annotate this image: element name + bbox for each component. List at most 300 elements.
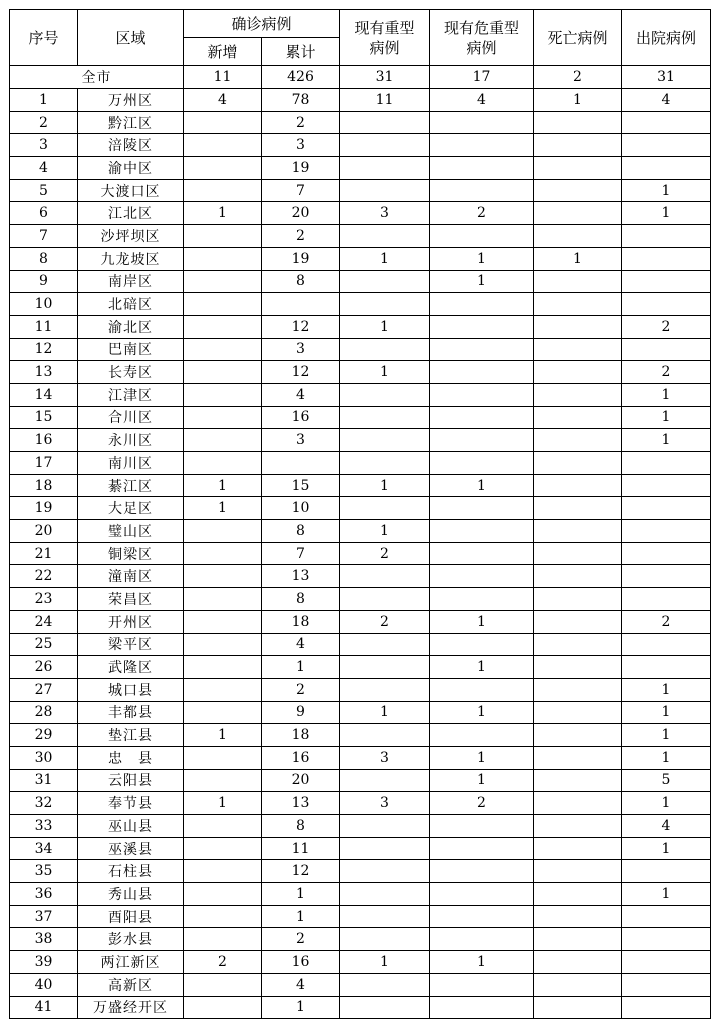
discharged-cell: 1 — [622, 429, 711, 452]
discharged-cell — [622, 633, 711, 656]
index-cell: 35 — [10, 860, 78, 883]
region-cell: 九龙坡区 — [78, 247, 184, 270]
critical-cell — [430, 588, 534, 611]
cumulative-cell: 12 — [262, 860, 340, 883]
region-cell: 江北区 — [78, 202, 184, 225]
discharged-cell — [622, 905, 711, 928]
deaths-cell — [534, 225, 622, 248]
index-cell: 37 — [10, 905, 78, 928]
table-row — [10, 792, 711, 815]
table-row — [10, 520, 711, 543]
critical-cell — [430, 815, 534, 838]
deaths-cell — [534, 633, 622, 656]
table-row — [10, 406, 711, 429]
critical-cell — [430, 996, 534, 1019]
critical-cell — [430, 542, 534, 565]
region-cell: 长寿区 — [78, 361, 184, 384]
index-cell: 14 — [10, 383, 78, 406]
cumulative-cell: 7 — [262, 542, 340, 565]
total-discharged: 31 — [622, 66, 711, 89]
region-cell: 石柱县 — [78, 860, 184, 883]
severe-cell — [340, 179, 430, 202]
table-row — [10, 588, 711, 611]
deaths-cell — [534, 996, 622, 1019]
deaths-cell: 1 — [534, 247, 622, 270]
cumulative-cell: 8 — [262, 270, 340, 293]
header-critical: 现有危重型病例 — [430, 10, 534, 66]
new-cell: 2 — [184, 951, 262, 974]
cumulative-cell: 4 — [262, 633, 340, 656]
discharged-cell — [622, 951, 711, 974]
severe-cell — [340, 973, 430, 996]
index-cell: 5 — [10, 179, 78, 202]
index-cell: 36 — [10, 883, 78, 906]
new-cell — [184, 928, 262, 951]
new-cell — [184, 247, 262, 270]
header-deaths: 死亡病例 — [534, 10, 622, 66]
deaths-cell — [534, 270, 622, 293]
region-cell: 高新区 — [78, 973, 184, 996]
cumulative-cell: 3 — [262, 338, 340, 361]
deaths-cell — [534, 815, 622, 838]
discharged-cell — [622, 656, 711, 679]
deaths-cell — [534, 883, 622, 906]
deaths-cell — [534, 610, 622, 633]
discharged-cell — [622, 270, 711, 293]
critical-cell — [430, 179, 534, 202]
cumulative-cell: 13 — [262, 792, 340, 815]
critical-cell — [430, 724, 534, 747]
severe-cell — [340, 724, 430, 747]
deaths-cell — [534, 565, 622, 588]
deaths-cell — [534, 588, 622, 611]
new-cell: 4 — [184, 89, 262, 112]
index-cell: 29 — [10, 724, 78, 747]
critical-cell — [430, 225, 534, 248]
cumulative-cell: 20 — [262, 769, 340, 792]
region-cell: 合川区 — [78, 406, 184, 429]
table-row — [10, 542, 711, 565]
cumulative-cell: 78 — [262, 89, 340, 112]
deaths-cell — [534, 520, 622, 543]
new-cell — [184, 383, 262, 406]
index-cell: 40 — [10, 973, 78, 996]
critical-cell — [430, 883, 534, 906]
index-cell: 23 — [10, 588, 78, 611]
deaths-cell — [534, 406, 622, 429]
table-row — [10, 837, 711, 860]
cumulative-cell: 19 — [262, 247, 340, 270]
header-confirmed: 确诊病例 — [184, 10, 340, 38]
index-cell: 17 — [10, 452, 78, 475]
region-cell: 城口县 — [78, 678, 184, 701]
severe-cell — [340, 928, 430, 951]
region-cell: 万盛经开区 — [78, 996, 184, 1019]
deaths-cell — [534, 542, 622, 565]
cumulative-cell: 20 — [262, 202, 340, 225]
table-row — [10, 225, 711, 248]
critical-cell — [430, 315, 534, 338]
new-cell — [184, 111, 262, 134]
table-row — [10, 905, 711, 928]
new-cell — [184, 905, 262, 928]
header-index: 序号 — [10, 10, 78, 66]
total-critical: 17 — [430, 66, 534, 89]
table-row — [10, 452, 711, 475]
deaths-cell — [534, 701, 622, 724]
severe-cell — [340, 452, 430, 475]
severe-cell: 1 — [340, 247, 430, 270]
deaths-cell: 1 — [534, 89, 622, 112]
index-cell: 34 — [10, 837, 78, 860]
table-row — [10, 270, 711, 293]
critical-cell: 1 — [430, 474, 534, 497]
discharged-cell: 1 — [622, 383, 711, 406]
table-header — [10, 10, 711, 66]
discharged-cell — [622, 520, 711, 543]
region-cell: 秀山县 — [78, 883, 184, 906]
total-deaths: 2 — [534, 66, 622, 89]
deaths-cell — [534, 134, 622, 157]
deaths-cell — [534, 338, 622, 361]
table-row — [10, 247, 711, 270]
cumulative-cell: 16 — [262, 951, 340, 974]
discharged-cell — [622, 293, 711, 316]
region-cell: 潼南区 — [78, 565, 184, 588]
new-cell: 1 — [184, 474, 262, 497]
new-cell — [184, 542, 262, 565]
discharged-cell: 1 — [622, 883, 711, 906]
discharged-cell — [622, 996, 711, 1019]
critical-cell — [430, 520, 534, 543]
region-cell: 黔江区 — [78, 111, 184, 134]
severe-cell — [340, 565, 430, 588]
deaths-cell — [534, 111, 622, 134]
critical-cell: 1 — [430, 951, 534, 974]
table-row — [10, 701, 711, 724]
cumulative-cell: 13 — [262, 565, 340, 588]
total-label: 全市 — [10, 66, 184, 89]
index-cell: 39 — [10, 951, 78, 974]
cumulative-cell: 11 — [262, 837, 340, 860]
discharged-cell — [622, 338, 711, 361]
severe-cell — [340, 633, 430, 656]
index-cell: 38 — [10, 928, 78, 951]
index-cell: 20 — [10, 520, 78, 543]
table-row — [10, 769, 711, 792]
table-row — [10, 678, 711, 701]
region-cell: 武隆区 — [78, 656, 184, 679]
cumulative-cell: 1 — [262, 883, 340, 906]
new-cell — [184, 633, 262, 656]
new-cell — [184, 746, 262, 769]
critical-cell — [430, 565, 534, 588]
cumulative-cell — [262, 452, 340, 475]
new-cell — [184, 361, 262, 384]
cumulative-cell: 7 — [262, 179, 340, 202]
discharged-cell: 2 — [622, 610, 711, 633]
table-row — [10, 157, 711, 180]
discharged-cell — [622, 928, 711, 951]
severe-cell — [340, 429, 430, 452]
table-row — [10, 179, 711, 202]
index-cell: 24 — [10, 610, 78, 633]
region-cell: 渝北区 — [78, 315, 184, 338]
index-cell: 6 — [10, 202, 78, 225]
severe-cell — [340, 157, 430, 180]
cumulative-cell: 9 — [262, 701, 340, 724]
discharged-cell — [622, 111, 711, 134]
discharged-cell: 4 — [622, 815, 711, 838]
index-cell: 18 — [10, 474, 78, 497]
index-cell: 32 — [10, 792, 78, 815]
severe-cell — [340, 270, 430, 293]
new-cell — [184, 656, 262, 679]
critical-cell — [430, 157, 534, 180]
new-cell — [184, 270, 262, 293]
header-cumulative: 累计 — [262, 38, 340, 66]
severe-cell — [340, 225, 430, 248]
cumulative-cell: 1 — [262, 996, 340, 1019]
cumulative-cell: 15 — [262, 474, 340, 497]
cumulative-cell: 4 — [262, 973, 340, 996]
critical-cell: 4 — [430, 89, 534, 112]
new-cell — [184, 860, 262, 883]
new-cell — [184, 973, 262, 996]
region-cell: 江津区 — [78, 383, 184, 406]
discharged-cell — [622, 542, 711, 565]
deaths-cell — [534, 746, 622, 769]
table-row — [10, 89, 711, 112]
cumulative-cell: 2 — [262, 225, 340, 248]
severe-cell — [340, 134, 430, 157]
discharged-cell: 1 — [622, 701, 711, 724]
new-cell: 1 — [184, 724, 262, 747]
new-cell — [184, 837, 262, 860]
table-row — [10, 202, 711, 225]
table-row — [10, 497, 711, 520]
severe-cell — [340, 860, 430, 883]
region-cell: 梁平区 — [78, 633, 184, 656]
region-cell: 巫溪县 — [78, 837, 184, 860]
deaths-cell — [534, 678, 622, 701]
new-cell — [184, 157, 262, 180]
critical-cell — [430, 928, 534, 951]
index-cell: 3 — [10, 134, 78, 157]
region-cell: 渝中区 — [78, 157, 184, 180]
critical-cell: 1 — [430, 270, 534, 293]
new-cell — [184, 338, 262, 361]
new-cell — [184, 610, 262, 633]
cumulative-cell — [262, 293, 340, 316]
region-cell: 北碚区 — [78, 293, 184, 316]
new-cell — [184, 520, 262, 543]
severe-cell: 11 — [340, 89, 430, 112]
critical-cell: 1 — [430, 701, 534, 724]
critical-cell: 1 — [430, 746, 534, 769]
cumulative-cell: 1 — [262, 656, 340, 679]
total-row — [10, 66, 711, 89]
new-cell — [184, 293, 262, 316]
region-cell: 大渡口区 — [78, 179, 184, 202]
region-cell: 巫山县 — [78, 815, 184, 838]
table-row — [10, 293, 711, 316]
table-row — [10, 973, 711, 996]
total-severe: 31 — [340, 66, 430, 89]
index-cell: 13 — [10, 361, 78, 384]
discharged-cell — [622, 225, 711, 248]
table-row — [10, 883, 711, 906]
index-cell: 1 — [10, 89, 78, 112]
new-cell — [184, 883, 262, 906]
critical-cell — [430, 361, 534, 384]
critical-cell — [430, 293, 534, 316]
new-cell — [184, 406, 262, 429]
index-cell: 19 — [10, 497, 78, 520]
index-cell: 27 — [10, 678, 78, 701]
deaths-cell — [534, 383, 622, 406]
new-cell — [184, 678, 262, 701]
discharged-cell — [622, 452, 711, 475]
critical-cell — [430, 905, 534, 928]
deaths-cell — [534, 361, 622, 384]
header-discharged: 出院病例 — [622, 10, 711, 66]
critical-cell — [430, 678, 534, 701]
table-row — [10, 724, 711, 747]
cumulative-cell: 16 — [262, 746, 340, 769]
critical-cell — [430, 383, 534, 406]
cumulative-cell: 12 — [262, 361, 340, 384]
deaths-cell — [534, 202, 622, 225]
region-cell: 彭水县 — [78, 928, 184, 951]
index-cell: 12 — [10, 338, 78, 361]
deaths-cell — [534, 973, 622, 996]
cumulative-cell: 16 — [262, 406, 340, 429]
new-cell — [184, 701, 262, 724]
cumulative-cell: 18 — [262, 724, 340, 747]
index-cell: 8 — [10, 247, 78, 270]
table-row — [10, 315, 711, 338]
cumulative-cell: 18 — [262, 610, 340, 633]
cumulative-cell: 1 — [262, 905, 340, 928]
severe-cell: 1 — [340, 474, 430, 497]
index-cell: 30 — [10, 746, 78, 769]
deaths-cell — [534, 951, 622, 974]
index-cell: 10 — [10, 293, 78, 316]
region-cell: 云阳县 — [78, 769, 184, 792]
deaths-cell — [534, 905, 622, 928]
table-row — [10, 815, 711, 838]
severe-cell — [340, 996, 430, 1019]
region-cell: 巴南区 — [78, 338, 184, 361]
region-cell: 璧山区 — [78, 520, 184, 543]
critical-cell — [430, 452, 534, 475]
severe-cell: 1 — [340, 361, 430, 384]
critical-cell: 1 — [430, 610, 534, 633]
severe-cell: 1 — [340, 520, 430, 543]
severe-cell — [340, 588, 430, 611]
deaths-cell — [534, 837, 622, 860]
table-row — [10, 633, 711, 656]
region-cell: 南岸区 — [78, 270, 184, 293]
critical-cell: 2 — [430, 792, 534, 815]
deaths-cell — [534, 293, 622, 316]
severe-cell: 1 — [340, 951, 430, 974]
region-cell: 铜梁区 — [78, 542, 184, 565]
discharged-cell — [622, 157, 711, 180]
severe-cell — [340, 497, 430, 520]
table-row — [10, 383, 711, 406]
deaths-cell — [534, 157, 622, 180]
critical-cell — [430, 497, 534, 520]
index-cell: 25 — [10, 633, 78, 656]
header-severe: 现有重型病例 — [340, 10, 430, 66]
region-cell: 忠 县 — [78, 746, 184, 769]
discharged-cell — [622, 497, 711, 520]
deaths-cell — [534, 656, 622, 679]
new-cell — [184, 134, 262, 157]
region-cell: 奉节县 — [78, 792, 184, 815]
index-cell: 26 — [10, 656, 78, 679]
new-cell — [184, 225, 262, 248]
header-new: 新增 — [184, 38, 262, 66]
index-cell: 4 — [10, 157, 78, 180]
table-row — [10, 610, 711, 633]
new-cell — [184, 769, 262, 792]
deaths-cell — [534, 860, 622, 883]
region-cell: 开州区 — [78, 610, 184, 633]
index-cell: 11 — [10, 315, 78, 338]
table-row — [10, 134, 711, 157]
severe-cell — [340, 905, 430, 928]
severe-cell: 3 — [340, 202, 430, 225]
discharged-cell — [622, 565, 711, 588]
deaths-cell — [534, 452, 622, 475]
severe-cell — [340, 656, 430, 679]
severe-cell — [340, 837, 430, 860]
table-row — [10, 429, 711, 452]
cumulative-cell: 8 — [262, 815, 340, 838]
region-cell: 荣昌区 — [78, 588, 184, 611]
critical-cell — [430, 973, 534, 996]
index-cell: 7 — [10, 225, 78, 248]
severe-cell — [340, 111, 430, 134]
severe-cell: 2 — [340, 610, 430, 633]
total-new: 11 — [184, 66, 262, 89]
cumulative-cell: 12 — [262, 315, 340, 338]
deaths-cell — [534, 724, 622, 747]
critical-cell — [430, 429, 534, 452]
discharged-cell: 1 — [622, 678, 711, 701]
critical-cell: 1 — [430, 656, 534, 679]
region-cell: 永川区 — [78, 429, 184, 452]
table-row — [10, 565, 711, 588]
region-cell: 大足区 — [78, 497, 184, 520]
cumulative-cell: 8 — [262, 520, 340, 543]
severe-cell: 3 — [340, 746, 430, 769]
deaths-cell — [534, 769, 622, 792]
discharged-cell — [622, 588, 711, 611]
region-cell: 涪陵区 — [78, 134, 184, 157]
cumulative-cell: 4 — [262, 383, 340, 406]
severe-cell — [340, 293, 430, 316]
region-cell: 酉阳县 — [78, 905, 184, 928]
new-cell — [184, 588, 262, 611]
critical-cell — [430, 633, 534, 656]
severe-cell: 2 — [340, 542, 430, 565]
discharged-cell: 5 — [622, 769, 711, 792]
new-cell — [184, 179, 262, 202]
